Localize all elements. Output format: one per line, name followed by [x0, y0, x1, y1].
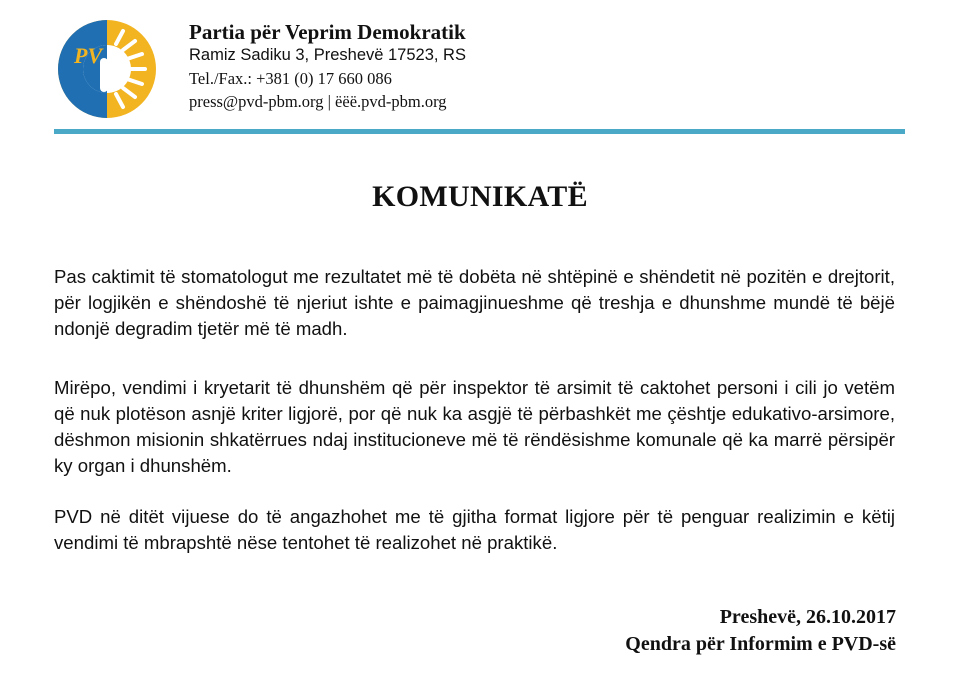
paragraph-3: PVD në ditët vijuese do të angazhohet me të gjitha format ligjore për të penguar realizimin e këtij vendimi të mbrapshtë nëse tentohet të realizohet në praktikë.: [54, 506, 895, 553]
org-phone: Tel./Fax.: +381 (0) 17 660 086: [189, 69, 392, 88]
header-divider: [54, 129, 905, 134]
paragraph-1: Pas caktimit të stomatologut me rezultatet më të dobëta në shtëpinë e shëndetit në pozitën e drejtorit, për logjikën e shëndoshë të njeriut ishte e paimagjinueshme që treshja e dhunshme mundë të bëjë ndonjë degradim tjetër më të madh.: [54, 266, 895, 339]
org-address: Ramiz Sadiku 3, Preshevë 17523, RS: [189, 46, 466, 64]
paragraph-2: Mirëpo, vendimi i kryetarit të dhunshëm që për inspektor të arsimit të caktohet personi i cili jo vetëm që nuk plotëson asnjë kriter ligjorë, por që nuk ka asgjë të përbashkët me çështje edukativo-arsimore, dëshmon misionin shkatërrues ndaj institucioneve më të rëndësishme komunale që ka marrë përsipër ky organ i dhunshëm.: [54, 377, 895, 476]
signature: Qendra për Informim e PVD-së: [625, 633, 896, 655]
logo-text: PV: [74, 43, 103, 68]
org-name: Partia për Veprim Demokratik: [189, 20, 466, 44]
party-logo: [56, 18, 158, 120]
place-date: Preshevë, 26.10.2017: [719, 606, 896, 628]
org-contacts: press@pvd-pbm.org | ëëë.pvd-pbm.org: [189, 92, 447, 111]
document-title: KOMUNIKATË: [372, 180, 588, 213]
org-block: [189, 21, 466, 113]
